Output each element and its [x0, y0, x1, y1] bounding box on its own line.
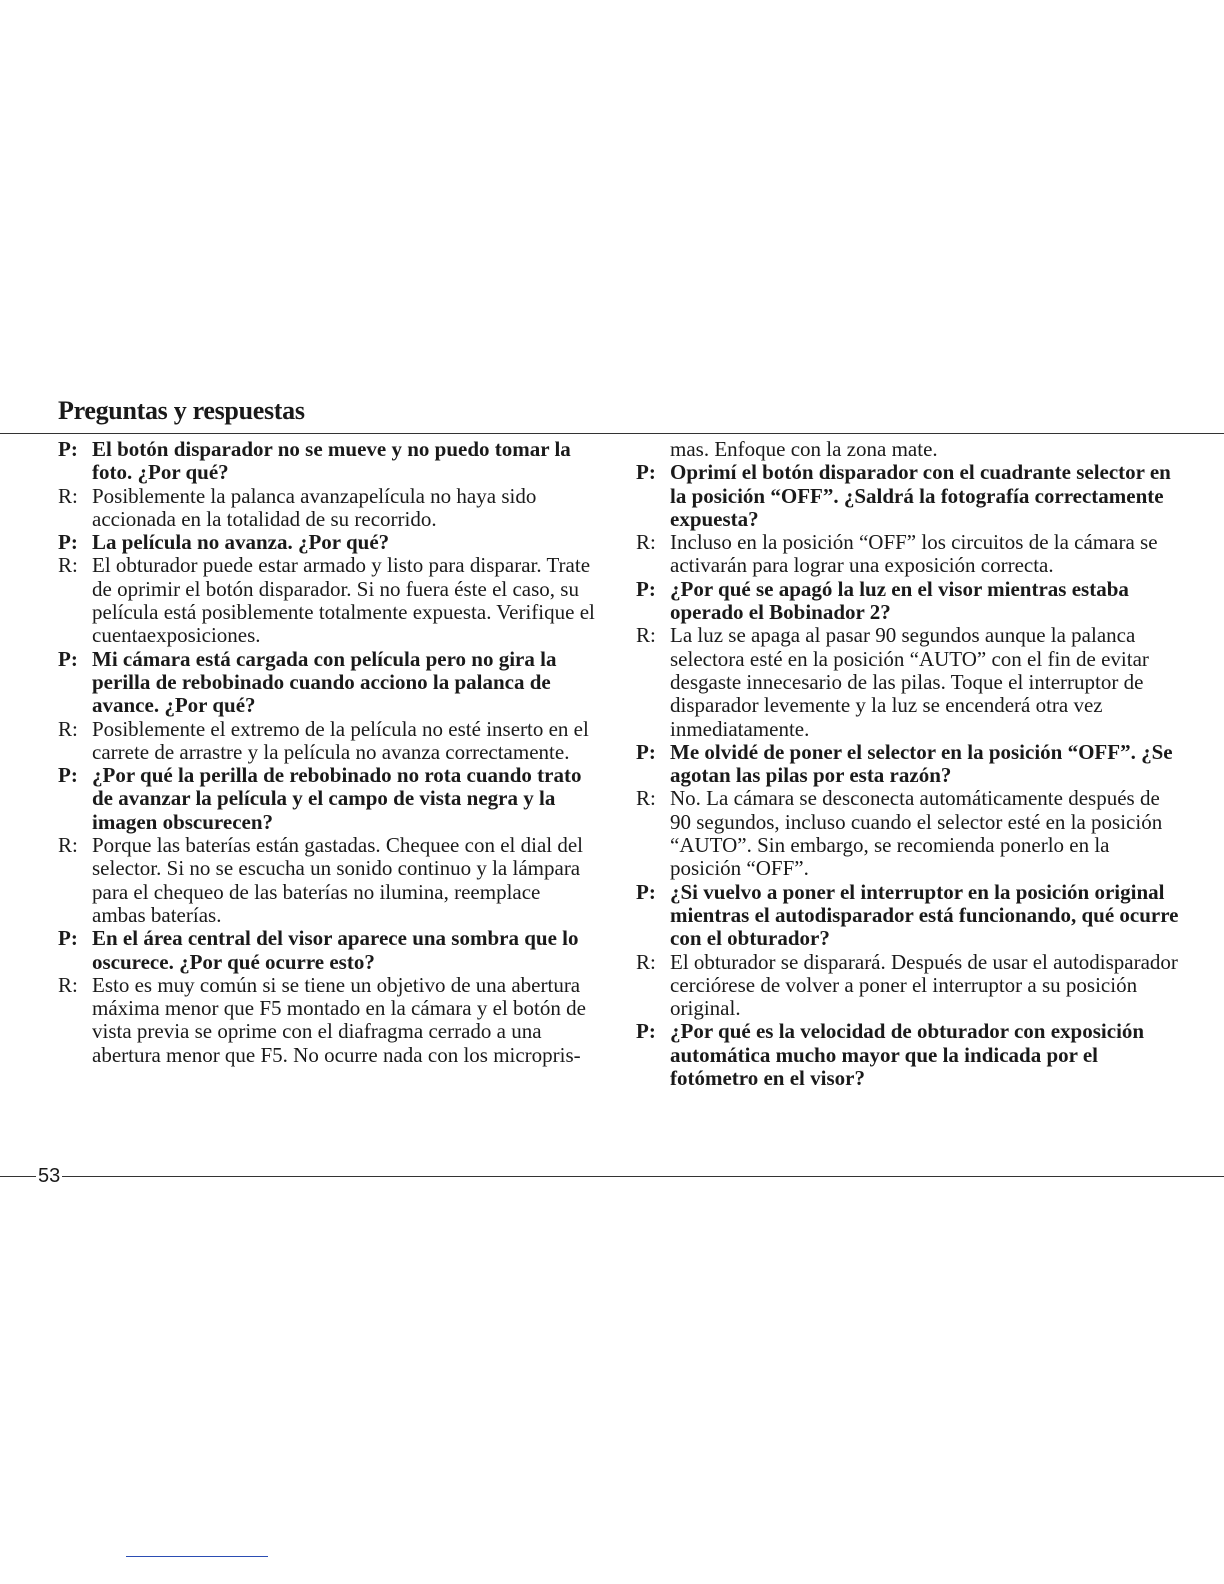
decorative-line	[126, 1556, 268, 1557]
question-entry	[58, 531, 596, 554]
entry-label: R:	[58, 972, 78, 997]
answer-entry	[58, 554, 596, 647]
entry-text: No. La cámara se desconecta automáticamente después de 90 segundos, incluso cuando el selector esté en la posición “AUTO”. Sin embargo, se recomienda ponerlo en la posición “OFF”.	[670, 786, 1163, 881]
entry-text: El botón disparador no se mueve y no puedo tomar la foto. ¿Por qué?	[92, 437, 571, 485]
entry-label: R:	[58, 716, 78, 741]
entry-label: P:	[58, 437, 78, 461]
entry-label: P:	[636, 879, 656, 904]
entry-text: El obturador se disparará. Después de usar el autodisparador cerciórese de volver a poner el interruptor a su posición original.	[670, 949, 1178, 1021]
answer-entry	[636, 531, 1181, 578]
continued-text: mas. Enfoque con la zona mate.	[670, 437, 938, 461]
entry-text: La película no avanza. ¿Por qué?	[92, 530, 390, 555]
entry-label: R:	[58, 553, 78, 578]
right-column	[636, 438, 1181, 1090]
question-entry	[636, 461, 1181, 531]
entry-label: R:	[636, 623, 656, 648]
question-entry	[636, 578, 1181, 625]
question-entry	[58, 648, 596, 718]
question-entry	[636, 1020, 1181, 1090]
entry-text: Porque las baterías están gastadas. Chequee con el dial del selector. Si no se escucha un sonido continuo y la lámpara para el chequeo de las baterías no ilumina, reemplace ambas baterías.	[92, 833, 583, 927]
answer-entry	[58, 974, 596, 1067]
entry-text: Esto es muy común si se tiene un objetivo de una abertura máxima menor que F5 montado en la cámara y el botón de vista previa se oprime con el diafragma cerrado a una abertura menor que F5. No ocurre nada con los micropris-	[92, 972, 586, 1067]
entry-text: ¿Por qué la perilla de rebobinado no rota cuando trato de avanzar la película y el campo de vista negra y la imagen obscurecen?	[92, 763, 582, 834]
question-entry	[58, 764, 596, 834]
entry-label: P:	[636, 576, 656, 601]
entry-text: Me olvidé de poner el selector en la posición “OFF”. ¿Se agotan las pilas por esta razón?	[670, 739, 1173, 788]
question-entry	[58, 927, 596, 974]
left-column	[58, 438, 596, 1067]
answer-entry	[58, 485, 596, 532]
entry-text: En el área central del visor aparece una sombra que lo oscurece. ¿Por qué ocurre esto?	[92, 926, 579, 974]
entry-label: P:	[58, 763, 78, 788]
entry-label: P:	[58, 646, 78, 671]
answer-entry	[636, 624, 1181, 740]
entry-text: Posiblemente la palanca avanzapelícula no haya sido accionada en la totalidad de su recorrido.	[92, 483, 537, 531]
entry-label: P:	[58, 926, 78, 951]
entry-label: P:	[636, 739, 656, 764]
answer-entry	[58, 834, 596, 927]
entry-label: P:	[58, 530, 78, 555]
entry-label: R:	[636, 949, 656, 974]
entry-label: P:	[636, 460, 656, 485]
entry-text: ¿Por qué se apagó la luz en el visor mientras estaba operado el Bobinador 2?	[670, 576, 1129, 625]
entry-text: ¿Si vuelvo a poner el interruptor en la posición original mientras el autodisparador está funcionando, qué ocurre con el obturador?	[670, 879, 1179, 951]
entry-text: La luz se apaga al pasar 90 segundos aunque la palanca selectora esté en la posición “AUTO” con el fin de evitar desgaste innecesario de las pilas. Toque el interruptor de disparador levemente y la luz se encenderá otra vez inmediatamente.	[670, 623, 1149, 741]
entry-text: Posiblemente el extremo de la película no esté inserto en el carrete de arrastre y la película no avanza correctamente.	[92, 716, 589, 764]
question-entry	[58, 438, 596, 485]
answer-entry	[636, 951, 1181, 1021]
entry-label: R:	[58, 833, 78, 858]
page-title: Preguntas y respuestas	[58, 396, 305, 425]
footer-rule	[0, 1176, 1224, 1177]
answer-entry	[636, 787, 1181, 880]
header-rule	[0, 433, 1224, 434]
entry-text: Incluso en la posición “OFF” los circuitos de la cámara se activarán para lograr una exposición correcta.	[670, 530, 1158, 578]
entry-text: Oprimí el botón disparador con el cuadrante selector en la posición “OFF”. ¿Saldrá la fotografía correctamente expuesta?	[670, 460, 1171, 531]
entry-text: Mi cámara está cargada con película pero no gira la perilla de rebobinado cuando acciono la palanca de avance. ¿Por qué?	[92, 646, 557, 718]
entry-label: R:	[636, 530, 656, 555]
question-entry	[636, 741, 1181, 788]
entry-label: P:	[636, 1019, 656, 1044]
entry-text: ¿Por qué es la velocidad de obturador con exposición automática mucho mayor que la indicada por el fotómetro en el visor?	[670, 1019, 1145, 1091]
answer-entry	[58, 718, 596, 765]
entry-text: El obturador puede estar armado y listo para disparar. Trate de oprimir el botón disparador. Si no fuera éste el caso, su película está posiblemente totalmente expuesta. Verifique el cuentaexposiciones.	[92, 553, 595, 648]
entry-label: R:	[58, 483, 78, 508]
question-entry	[636, 881, 1181, 951]
entry-label: R:	[636, 786, 656, 811]
page-number: 53	[38, 1165, 61, 1187]
